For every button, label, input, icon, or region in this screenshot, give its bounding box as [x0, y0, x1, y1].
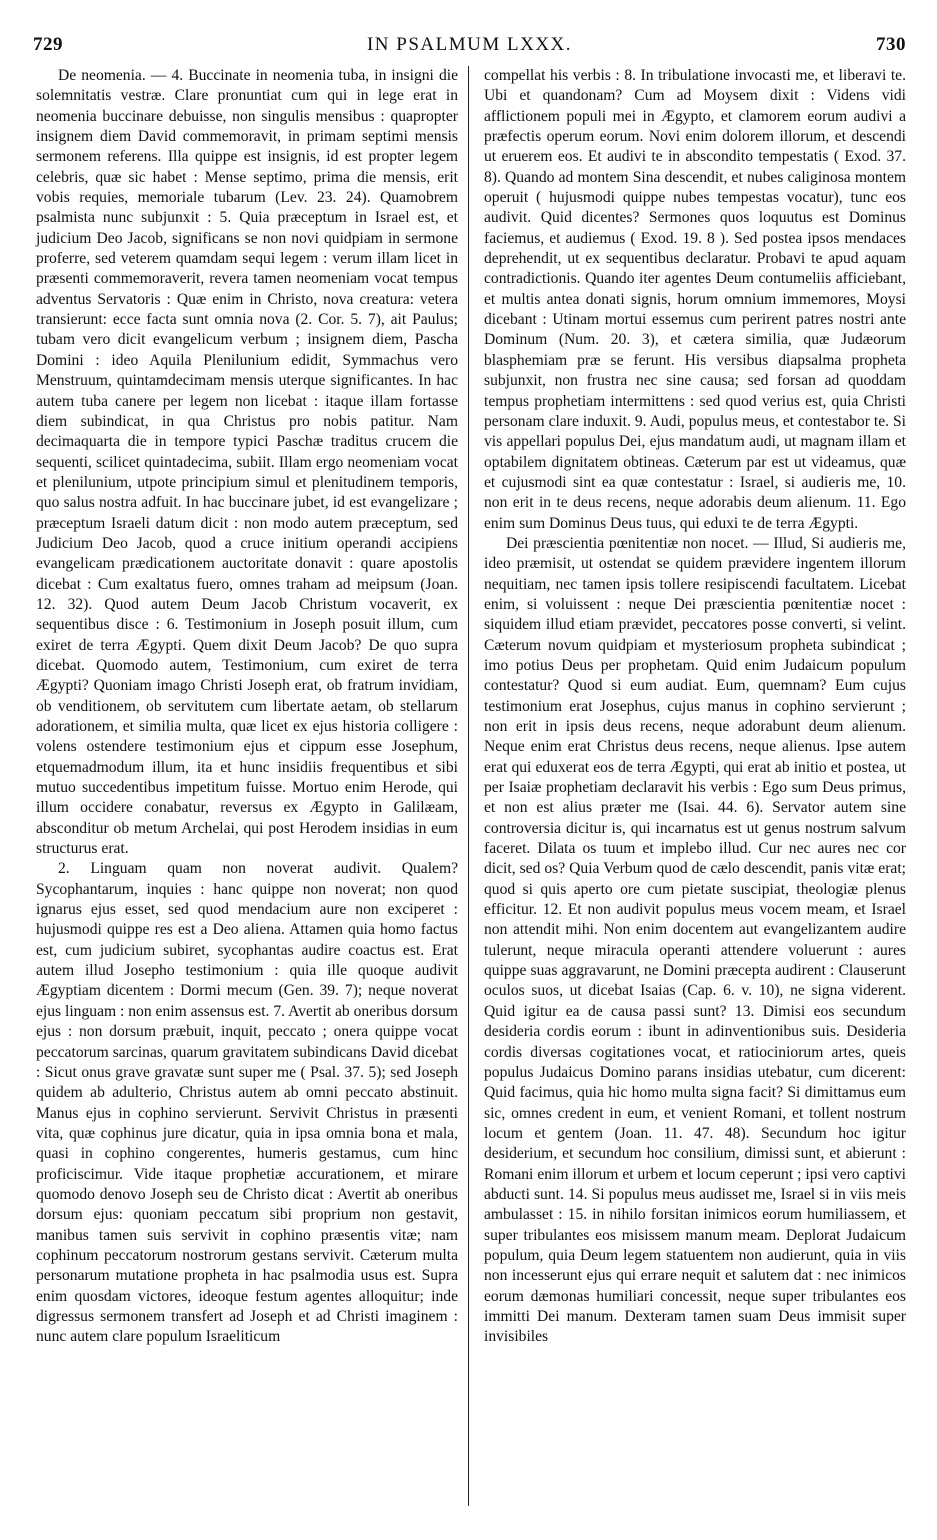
left-paragraph-2: 2. Linguam quam non noverat audivit. Qualem? Sycophantarum, inquies : hanc quippe non noverat; non quod ignarus ejus esset, sed quod mendacium aure non exciperet : hujusmodi quippe res est a Deo aliena. Attamen quia homo factus est, cum judicium subiret, sycophantas audire coactus est. Erat autem illud Josepho testimonium : quia ille quoque audivit Ægyptiam dicentem : Dormi mecum (Gen. 39. 7); neque noverat ejus linguam : non enim assensus est. 7. Avertit ab oneribus dorsum ejus : non dorsum præbuit, inquit, peccato ; onera quippe vocat peccatorum sarcinas, quarum gravitatem subindicans David dicebat : Sicut onus grave gravatæ sunt super me ( Psal. 37. 5); sed Joseph quidem ab adulterio, Christus autem ab omni peccato abstinuit. Manus ejus in cophino servierunt. Servivit Christus in præsenti vita, quæ cophinus jure dicatur, quia in ipsa omnia bona et mala, quasi in cophino congerentes, humeris gestamus, cum hinc proficiscimur. Vide itaque prophetiæ accurationem, et mirare quomodo denovo Joseph seu de Christo dicat : Avertit ab oneribus dorsum ejus: quoniam peccatum sibi proprium non gestavit, manibus tamen suis servivit in cophino præsentis vitæ; nam cophinum peccatorum nostrorum gestans servivit. Cæterum multa personarum mutatione propheta in hac psalmodia usus est. Supra enim quosdam victores, ideoque festum agentes alloquitur; inde digressus sermonem transfert ad Joseph et ad Christi imaginem : nunc autem clare populum Israeliticum — [36, 860, 458, 1346]
running-title: IN PSALMUM LXXX. — [366, 34, 573, 55]
page-number-right: 730 — [876, 34, 906, 55]
right-paragraph-2: Dei præscientia pœnitentiæ non nocet. — Illud, Si audieris me, ideo præmisit, ut ostendat se quidem prævidere ingentem illorum nequitiam, nec tamen ipsis tollere resipiscendi facultatem. Licebat enim, si voluissent : neque Dei præscientia pœnitentiæ nocet : siquidem illud etiam prævidet, peccatores posse converti, si velint. Cæterum novum quidpiam et mysteriosum propheta subindicat ; imo potius Deus per prophetam. Quid enim Judaicum populum contestatur? Quod si eum audiat. Eum, quemnam? Eum cujus testimonium erat Josephus, cujus manus in cophino servierunt ; non erit in ipsis deus recens, neque adorabunt deum alienum. Neque enim erat Christus deus recens, neque alienus. Ipse autem erat qui eduxerat eos de terra Ægypti, qui erat ab initio et postea, ut per Isaiæ prophetiam declaravit his verbis : Ego sum Deus primus, et non est alius præter me (Isai. 44. 6). Servator autem sine controversia dicitur is, qui incarnatus est ut genus nostrum salvum faceret. Dilata os tuum et implebo illud. Cur nec aures nec cor dicit, sed os? Quia Verbum quod de cælo descendit, panis vitæ erat; quod si quis aperto ore cum pietate suscipiat, theologiæ plenus efficitur. 12. Et non audivit populus meus vocem meam, et Israel non attendit mihi. Non enim docentem aut evangelizantem audire tulerunt, neque miracula operanti attendere voluerunt : aures quippe suas aggravarunt, ne Domini præcepta audirent : Clauserunt oculos suos, ut dicebat Isaias (Cap. 6. v. 10), ne signa viderent. Quid igitur ea de causa passi sunt? 13. Dimisi eos secundum desideria cordis eorum : ibunt in adinventionibus suis. Desideria cordis diversas cogitationes vocat, et ratiociniorum artes, queis populus Judaicus Domino parans insidias utebatur, cum dicerent: Quid facimus, quia hic homo multa signa facit? Si dimittamus eum sic, omnes credent in eum, et venient Romani, et tollent nostrum locum et gentem (Joan. 11. 47. 48). Secundum hoc igitur desiderium, et secundum hoc consilium, dimissi sunt, et abierunt : Romani enim illorum et urbem et locum ceperunt ; ipsi vero captivi abducti sunt. 14. Si populus meus audisset me, Israel si in viis meis ambulasset : 15. in nihilo forsitan inimicos eorum humiliassem, et super tribulantes eos misissem manum meam. Deplorat Judaicum populum, quia Deum legem statuentem non audierunt, quia in viis non incesserunt ejus qui errare nequit et salutem dat : nec inimicos eorum dæmonas humiliari concessit, neque super tribulantes eos immitti Dei manum. Dexteram tamen suam Deus immisit super invisibiles — [484, 534, 906, 1346]
page-header — [33, 34, 906, 60]
left-column — [36, 66, 458, 1348]
page-number-left: 729 — [33, 34, 63, 55]
column-divider — [468, 66, 469, 1506]
right-column — [484, 66, 906, 1348]
left-paragraph-1: De neomenia. — 4. Buccinate in neomenia tuba, in insigni die solemnitatis vestræ. Clare pronuntiat cum qui in lege erat in neomenia buccinare debuisse, non singulis mensibus : quapropter insignem diem David commemoravit, in primam septimi mensis sermonem referens. Illa quippe est insignis, id est propter legem celebris, quæ sic habet : Mense septimo, prima die mensis, erit vobis requies, memoriale tubarum (Lev. 23. 24). Quamobrem psalmista nunc subjunxit : 5. Quia præceptum in Israel est, et judicium Deo Jacob, significans se non novi quidpiam in sermone proferre, sed veterem quamdam sequi legem : verum illam licet in præsenti commemoraverit, revera tamen neomeniam vocat tempus adventus Servatoris : Quæ enim in Christo, nova creatura: vetera transierunt: ecce facta sunt omnia nova (2. Cor. 5. 7), ait Paulus; tubam vero dicit evangelicum verbum ; insignem diem, Pascha Domini : ideo Aquila Plenilunium edidit, Symmachus vero Menstruum, quintamdecimam mensis uterque significantes. In hac autem tuba canere per legem non licebat : itaque illam fortasse diem subindicat, in qua Christus pro nobis patitur. Nam decimaquarta die in tempore typici Paschæ traditus crucem die sequenti, scilicet quintadecima, subiit. Illam ergo neomeniam vocat et plenilunium, utpote principium simul et plenitudinem temporis, quo salus nostra adfuit. In hac buccinare jubet, id est evangelizare ; præceptum Israeli datum dicit : non modo autem præceptum, sed Judicium Deo Jacob, quod a cruce initium operandi accipiens evangelicam prædicationem auctoritate donavit : quare apostolis dicebat : Cum exaltatus fuero, omnes traham ad meipsum (Joan. 12. 32). Quod autem Deum Jacob Christum vocaverit, ex sequentibus disce : 6. Testimonium in Joseph posuit illum, cum exiret de terra Ægypti. Quem dixit Deum Jacob? De quo supra dicebat. Quomodo autem, Testimonium, cum exiret de terra Ægypti? Quoniam imago Christi Joseph erat, ob fratrum invidiam, ob venditionem, ob servitutem cum libertate aetam, ob stellarum adorationem, et similia multa, quæ licet ex ejus historia colligere : volens ostendere testimonium ejus et cippum esse Josephum, etquemadmodum illum, ita et hunc insidiis frequentibus et sibi mutuo succedentibus impetitum fuisse. Mortuo enim Herode, qui illum occidere conabatur, reversus ex Ægypto in Galilæam, absconditur ob metum Archelai, qui post Herodem insidias in eum structurus erat. — [36, 67, 458, 858]
right-paragraph-1: compellat his verbis : 8. In tribulatione invocasti me, et liberavi te. Ubi et quandonam? Cum ad Moysem dixit : Videns vidi afflictionem populi mei in Ægypto, et clamorem eorum audivi a præfectis operum eorum. Novi enim dolorem illorum, et descendi ut eruerem eos. Et audivi te in abscondito tempestatis ( Exod. 37. 8). Quando ad montem Sina descendit, et nubes caliginosa montem operuit ( hujusmodi quippe nubes tempestas vocatur), tunc eos audivit. Quid dicentes? Sermones quos loquutus est Dominus faciemus, et audiemus ( Exod. 19. 8 ). Sed postea ipsos mendaces deprehendit, ut ex sequentibus declaratur. Probavi te apud aquam contradictionis. Quando iter agentes Deum contumeliis afficiebant, et multis antea donati signis, horum omnium immemores, Moysi dicebant : Utinam mortui essemus cum perirent patres nostri ante Dominum (Num. 20. 3), et cætera similia, quæ Judæorum blasphemiam præ se ferunt. His versibus diapsalma propheta subjunxit, non frustra nec sine causa; sed forsan ad quoddam tempus prophetiam intermittens : sed quod verius est, quia Christi personam clare induxit. 9. Audi, populus meus, et contestabor te. Si vis appellari populus Dei, ejus mandatum audi, ut magnam illam et optabilem dignitatem obtineas. Cæterum par est ut videamus, quæ et cujusmodi sint ea quæ contestatur : Israel, si audieris me, 10. non erit in te deus recens, neque adorabis deum alienum. 11. Ego enim sum Dominus Deus tuus, qui eduxi te de terra Ægypti. — [484, 67, 906, 532]
